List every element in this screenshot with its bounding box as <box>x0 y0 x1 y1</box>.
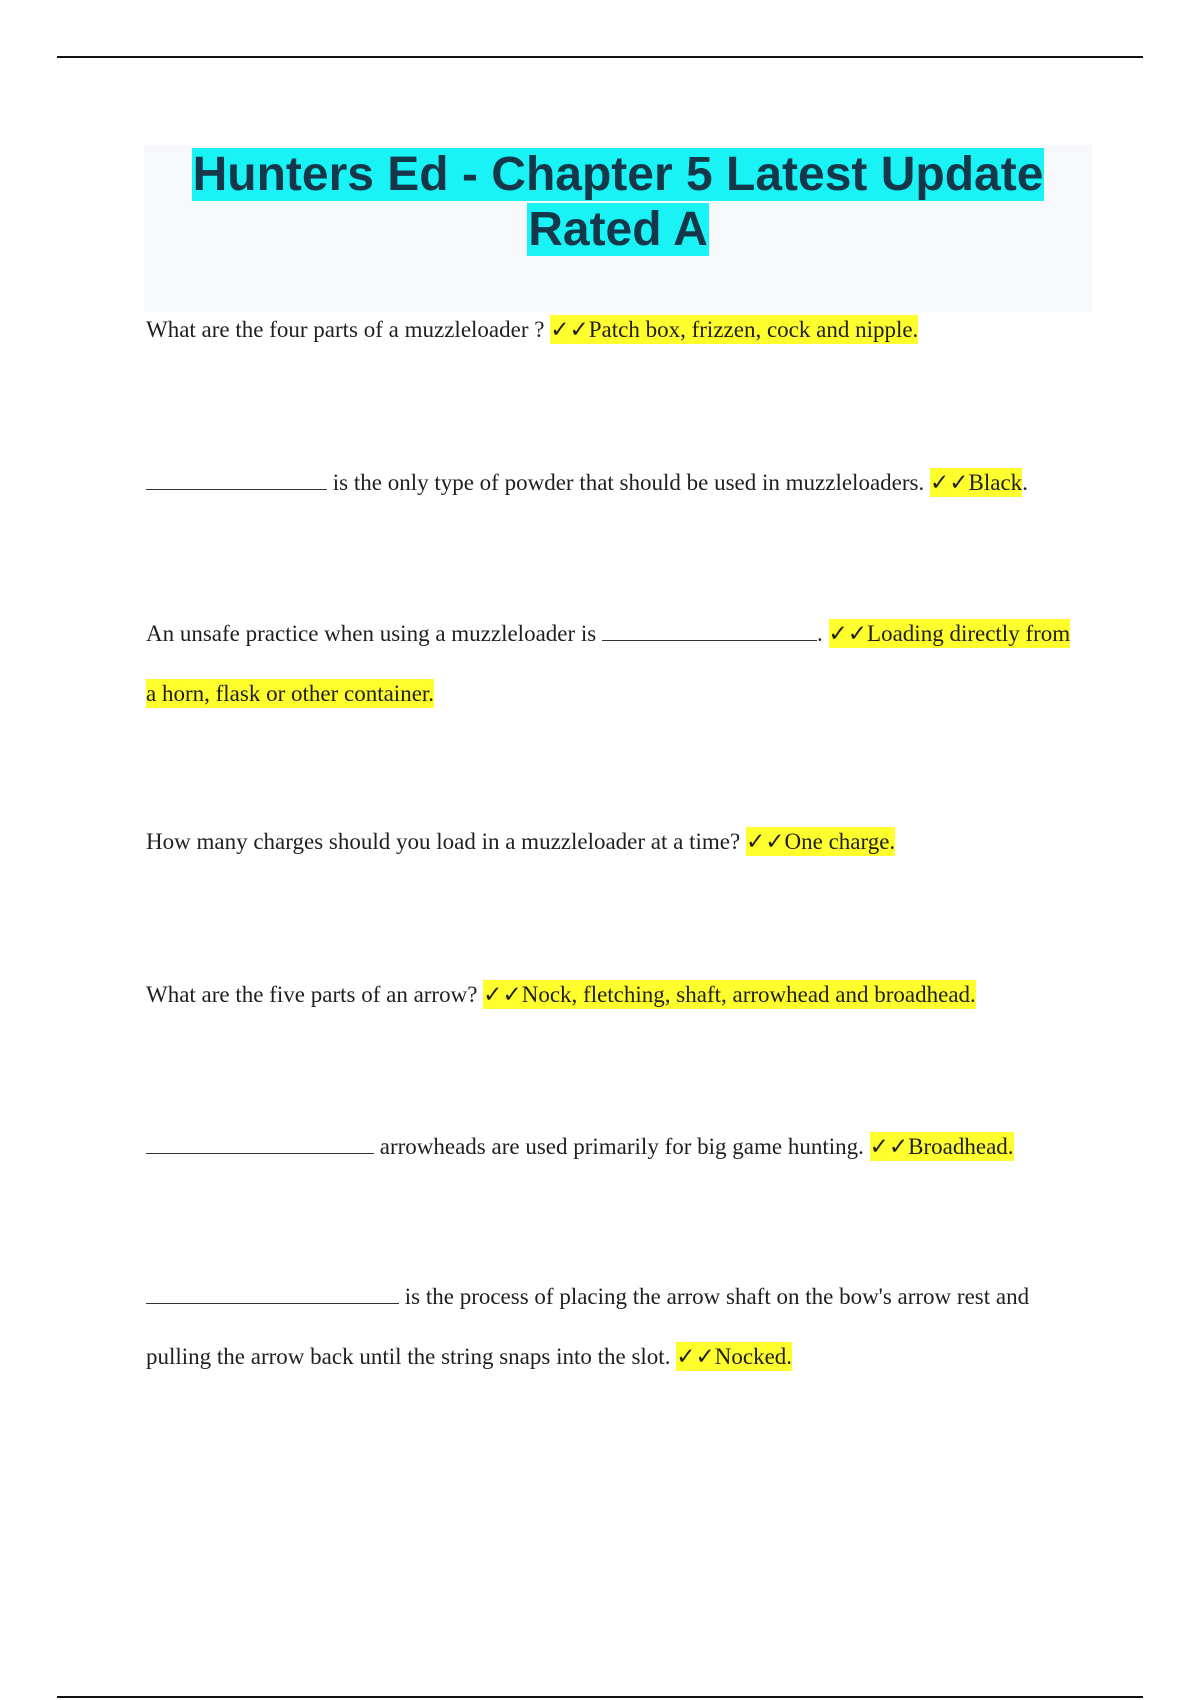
question-1 <box>146 300 1086 360</box>
question-6 <box>146 1117 1086 1177</box>
question-7-text: is the process of placing the arrow shaft on the bow's arrow rest and pulling the arrow back until the string snaps into the slot. <box>146 1284 1030 1369</box>
document-title <box>144 145 1092 257</box>
answer-3: ✓✓Loading directly from a horn, flask or other container. <box>146 621 1071 706</box>
top-rule <box>57 56 1143 58</box>
title-line-1: Hunters Ed - Chapter 5 Latest Update <box>192 148 1044 201</box>
question-3-trail: . <box>817 621 829 646</box>
question-2-text: is the only type of powder that should be used in muzzleloaders. <box>327 470 930 495</box>
bottom-rule <box>57 1696 1143 1698</box>
question-7 <box>146 1267 1086 1387</box>
answer-1: ✓✓Patch box, frizzen, cock and nipple. <box>550 317 919 342</box>
answer-6: ✓✓Broadhead. <box>869 1134 1014 1159</box>
question-4 <box>146 812 1086 872</box>
question-3-text: An unsafe practice when using a muzzleloader is <box>146 621 602 646</box>
question-5-text: What are the five parts of an arrow? <box>146 982 484 1007</box>
answer-blank <box>146 1135 374 1154</box>
title-box <box>144 145 1092 312</box>
question-5 <box>146 965 1086 1025</box>
answer-blank <box>146 471 327 490</box>
answer-blank <box>602 622 817 641</box>
question-4-text: How many charges should you load in a muzzleloader at a time? <box>146 829 746 854</box>
question-1-text: What are the four parts of a muzzleloader ? <box>146 317 551 342</box>
answer-7: ✓✓Nocked. <box>676 1344 793 1369</box>
question-6-text: arrowheads are used primarily for big game hunting. <box>374 1134 870 1159</box>
question-3 <box>146 604 1086 724</box>
title-line-2: Rated A <box>528 203 708 256</box>
answer-2: ✓✓Black <box>929 470 1023 495</box>
answer-4: ✓✓One charge. <box>745 829 896 854</box>
answer-5: ✓✓Nock, fletching, shaft, arrowhead and broadhead. <box>483 982 976 1007</box>
question-2 <box>146 453 1086 513</box>
answer-blank <box>146 1285 399 1304</box>
question-2-trail: . <box>1022 470 1028 495</box>
